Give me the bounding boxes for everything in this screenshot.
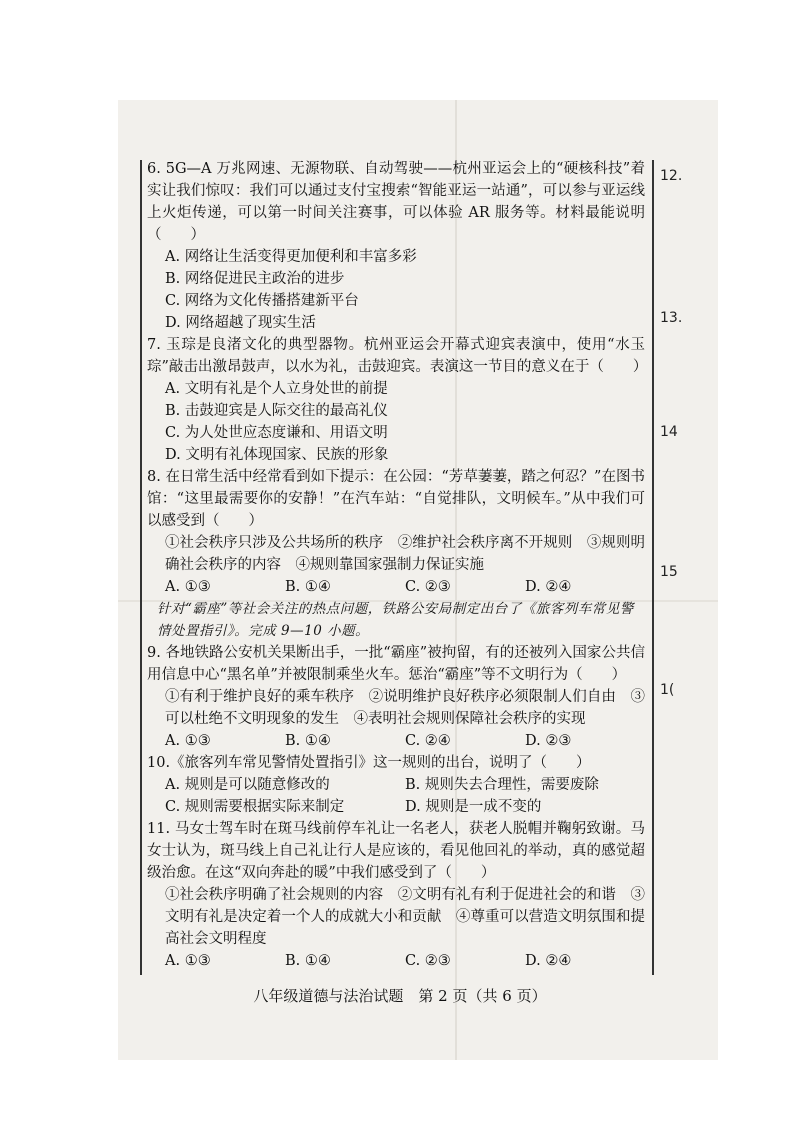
choice: D. ②③ bbox=[525, 733, 572, 749]
question-stem: 10.《旅客列车常见警情处置指引》这一规则的出台，说明了（ ） bbox=[147, 755, 591, 771]
question-7 bbox=[147, 334, 648, 466]
question-stem: 11. 马女士驾车时在斑马线前停车礼让一名老人，获老人脱帽并鞠躬致谢。马女士认为，斑马线上自己礼让行人是应该的，看见他回礼的举动，真的感觉超级治愈。在这“双向奔赴的暖”中我们感受到了（ ） bbox=[147, 821, 645, 881]
choice: C. ②③ bbox=[405, 953, 451, 969]
choice: C. ②④ bbox=[405, 733, 451, 749]
page-footer: 八年级道德与法治试题 第 2 页（共 6 页） bbox=[253, 987, 547, 1005]
option: A. 规则是可以随意修改的 bbox=[165, 777, 330, 793]
question-stem: 8. 在日常生活中经常看到如下提示：在公园：“芳草萋萋，踏之何忍？”在图书馆：“这里最需要你的安静！”在汽车站：“自觉排队，文明候车。”从中我们可以感受到（ ） bbox=[147, 469, 645, 529]
left-border-line bbox=[140, 160, 142, 975]
option: A. 网络让生活变得更加便利和丰富多彩 bbox=[165, 249, 417, 265]
choices-row bbox=[147, 950, 645, 972]
question-8 bbox=[147, 466, 645, 598]
side-number: 1( bbox=[660, 682, 675, 698]
question-9 bbox=[147, 642, 645, 752]
option: B. 击鼓迎宾是人际交往的最高礼仪 bbox=[165, 403, 388, 419]
option: D. 规则是一成不变的 bbox=[405, 799, 542, 815]
choice: B. ①④ bbox=[285, 733, 331, 749]
question-stem: 7. 玉琮是良渚文化的典型器物。杭州亚运会开幕式迎宾表演中，使用“水玉琮”敲击出激昂鼓声，以水为礼，击鼓迎宾。表演这一节目的意义在于（ ） bbox=[147, 337, 648, 375]
question-6 bbox=[147, 158, 645, 334]
statements: ①有利于维护良好的乘车秩序 ②说明维护良好秩序必须限制人们自由 ③可以杜绝不文明现象的发生 ④表明社会规则保障社会秩序的实现 bbox=[165, 689, 645, 727]
right-border-line bbox=[652, 160, 654, 975]
choice: C. ②③ bbox=[405, 579, 451, 595]
choice: A. ①③ bbox=[165, 579, 211, 595]
option: B. 规则失去合理性，需要废除 bbox=[405, 777, 599, 793]
option: C. 规则需要根据实际来制定 bbox=[165, 799, 345, 815]
statements: ①社会秩序只涉及公共场所的秩序 ②维护社会秩序离不开规则 ③规则明确社会秩序的内容 ④规则靠国家强制力保证实施 bbox=[165, 535, 645, 573]
choices-row bbox=[147, 796, 645, 818]
question-stem: 9. 各地铁路公安机关果断出手，一批“霸座”被拘留，有的还被列入国家公共信用信息中心“黑名单”并被限制乘坐火车。惩治“霸座”等不文明行为（ ） bbox=[147, 645, 645, 683]
choice: B. ①④ bbox=[285, 579, 331, 595]
question-stem: 6. 5G—A 万兆网速、无源物联、自动驾驶——杭州亚运会上的“硬核科技”着实让我们惊叹：我们可以通过支付宝搜索“智能亚运一站通”，可以参与亚运线上火炬传递，可以第一时间关注赛事，可以体验 AR 服务等。材料最能说明（ ） bbox=[147, 161, 645, 243]
question-11 bbox=[147, 818, 645, 972]
choice: D. ②④ bbox=[525, 953, 572, 969]
option: D. 文明有礼体现国家、民族的形象 bbox=[165, 447, 389, 463]
question-10 bbox=[147, 752, 645, 818]
side-number: 12. bbox=[660, 168, 683, 184]
statements: ①社会秩序明确了社会规则的内容 ②文明有礼有利于促进社会的和谐 ③文明有礼是决定着一个人的成就大小和贡献 ④尊重可以营造文明氛围和提高社会文明程度 bbox=[165, 887, 645, 947]
option: B. 网络促进民主政治的进步 bbox=[165, 271, 345, 287]
choice: D. ②④ bbox=[525, 579, 572, 595]
choice: A. ①③ bbox=[165, 733, 211, 749]
choices-row bbox=[147, 774, 645, 796]
option: D. 网络超越了现实生活 bbox=[165, 315, 316, 331]
option: C. 网络为文化传播搭建新平台 bbox=[165, 293, 359, 309]
choice: A. ①③ bbox=[165, 953, 211, 969]
group-intro: 针对“霸座”等社会关注的热点问题，铁路公安局制定出台了《旅客列车常见警情处置指引》。完成 9—10 小题。 bbox=[157, 601, 634, 639]
side-number: 13. bbox=[660, 310, 683, 326]
option: C. 为人处世应态度谦和、用语文明 bbox=[165, 425, 388, 441]
choices-row bbox=[147, 576, 645, 598]
question-column bbox=[147, 158, 648, 972]
option: A. 文明有礼是个人立身处世的前提 bbox=[165, 381, 388, 397]
side-number: 14 bbox=[660, 424, 678, 440]
side-number: 15 bbox=[660, 564, 678, 580]
choices-row bbox=[147, 730, 645, 752]
choice: B. ①④ bbox=[285, 953, 331, 969]
